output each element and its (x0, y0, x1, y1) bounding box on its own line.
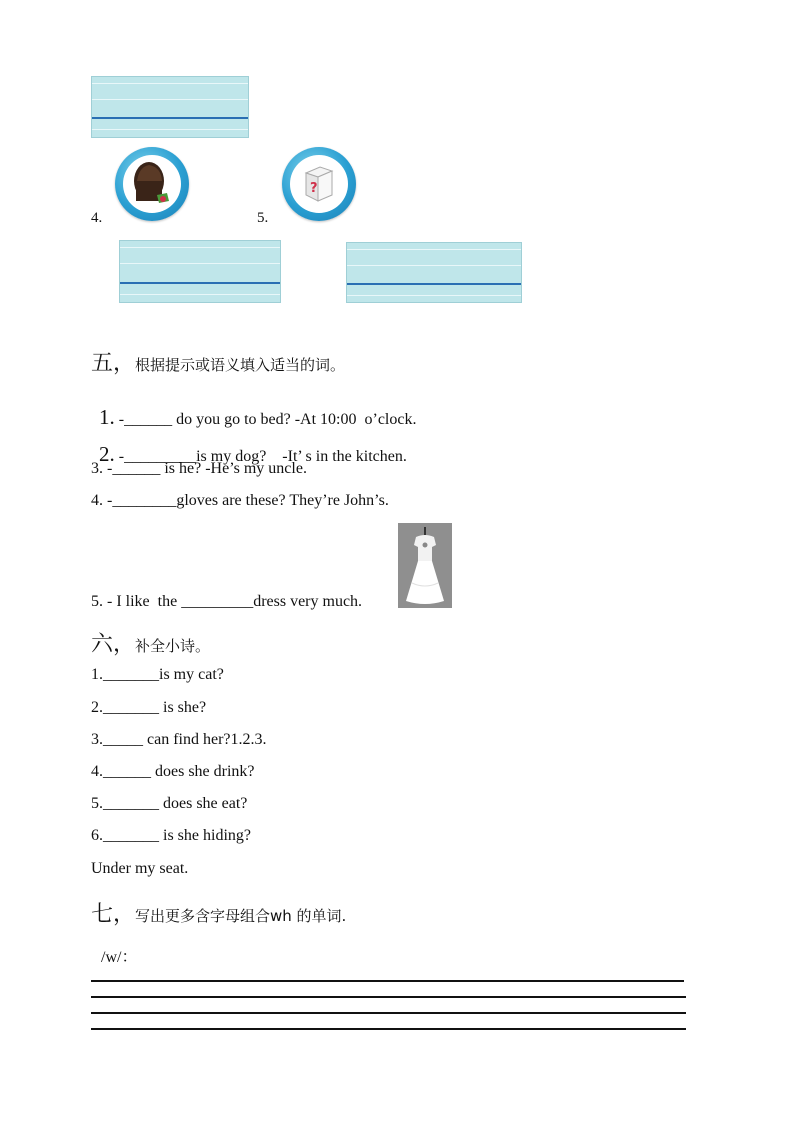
answer-line-2[interactable] (91, 996, 686, 998)
s5-q1-number: 1. (99, 405, 115, 429)
s6-line-7: Under my seat. (91, 860, 189, 877)
answer-line-3[interactable] (91, 1012, 686, 1014)
mystery-box-icon (282, 147, 356, 221)
section-7-heading (91, 897, 346, 928)
s6-line-3: 3._____ can find her?1.2.3. (91, 731, 267, 748)
s6-line-1: 1._______is my cat? (91, 666, 224, 683)
writing-box-3[interactable] (91, 76, 249, 138)
section-7-instruction: 写出更多含字母组合wh 的单词. (135, 907, 347, 925)
s5-q2-number: 2. (99, 442, 115, 466)
answer-line-1[interactable] (91, 980, 684, 982)
s5-question-4: 4. -________gloves are these? They’re John’s. (91, 492, 389, 509)
white-dress-image (398, 523, 452, 608)
writing-box-5[interactable] (346, 242, 522, 303)
s6-line-5: 5._______ does she eat? (91, 795, 248, 812)
s5-q1-text: -______ do you go to bed? -At 10:00 o’clock. (114, 411, 417, 428)
section-5-mark: 五， (91, 351, 136, 376)
s6-line-6: 6._______ is she hiding? (91, 827, 251, 844)
item-5-number: 5. (257, 210, 269, 226)
s5-question-3: 3. -______ is he? -He’s my uncle. (91, 460, 307, 477)
writing-box-4[interactable] (119, 240, 281, 303)
section-6-instruction: 补全小诗。 (135, 637, 211, 655)
section-6-mark: 六， (91, 632, 136, 657)
item-4-number: 4. (91, 210, 103, 226)
section-5-instruction: 根据提示或语义填入适当的词。 (135, 356, 346, 374)
phonetic-label: /w/： (101, 949, 138, 966)
s6-line-4: 4.______ does she drink? (91, 763, 255, 780)
hair-icon (115, 147, 189, 221)
section-5-heading (91, 346, 345, 377)
answer-line-4[interactable] (91, 1028, 686, 1030)
svg-text:?: ? (310, 181, 318, 196)
s5-q2-text: -_________is my dog? -It’ s in the kitchen. (114, 448, 407, 465)
s6-line-2: 2._______ is she? (91, 699, 207, 716)
section-6-heading (91, 627, 210, 658)
s5-question-5: 5. - I like the _________dress very much. (91, 593, 363, 610)
section-7-mark: 七， (91, 902, 136, 927)
